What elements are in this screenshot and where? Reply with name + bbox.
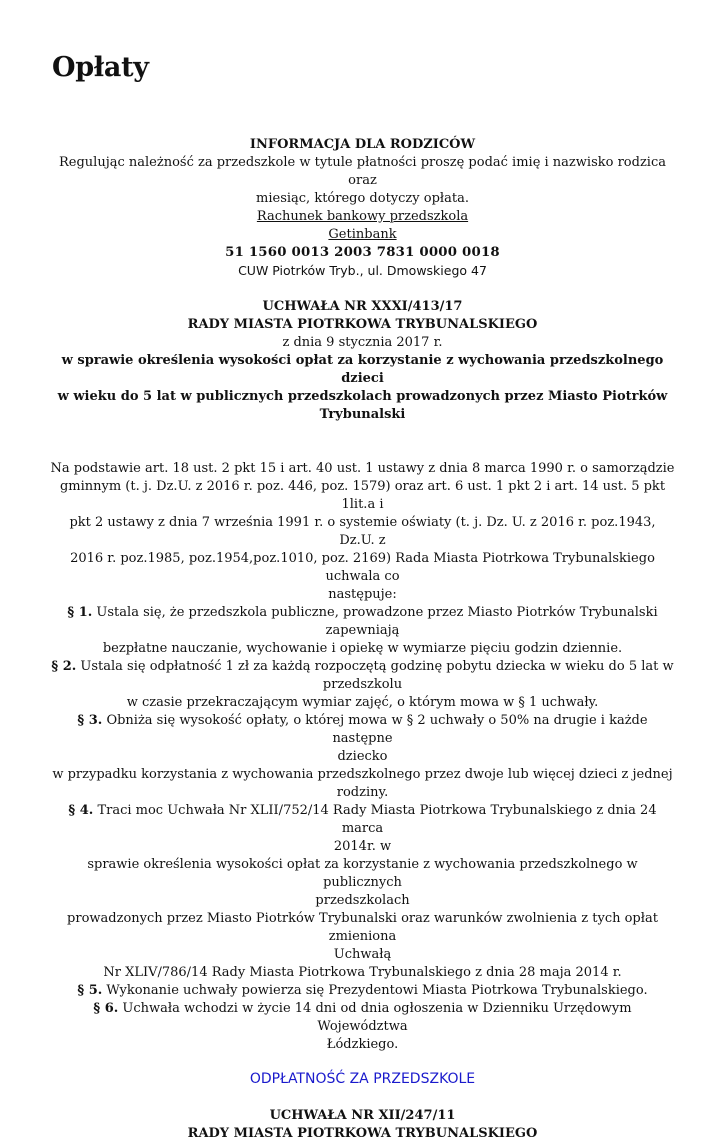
resolution2-number: UCHWAŁA NR XII/247/11 xyxy=(269,1108,456,1123)
section-4-cont: prowadzonych przez Miasto Piotrków Trybunalski oraz warunków zwolnienia z tych opłat zmieniona xyxy=(67,911,658,944)
resolution-date: z dnia 9 stycznia 2017 r. xyxy=(282,335,443,350)
legal-basis: gminnym (t. j. Dz.U. z 2016 r. poz. 446, poz. 1579) oraz art. 6 ust. 1 pkt 2 i art. 14 ust. 5 pkt 1lit.a i xyxy=(59,479,666,512)
section-4-cont: przedszkolach xyxy=(315,893,410,908)
section-4-cont: Nr XLIV/786/14 Rady Miasta Piotrkowa Trybunalskiego z dnia 28 maja 2014 r. xyxy=(103,965,622,980)
legal-basis: 2016 r. poz.1985, poz.1954,poz.1010, poz. 2169) Rada Miasta Piotrkowa Trybunalskiego uchwala co xyxy=(70,551,655,584)
legal-basis: Na podstawie art. 18 ust. 2 pkt 15 i art. 40 ust. 1 ustawy z dnia 8 marca 1990 r. o samorządzie xyxy=(50,461,675,476)
resolution-subject: w wieku do 5 lat w publicznych przedszkolach prowadzonych przez Miasto Piotrków xyxy=(57,389,668,404)
section-label: § 1. xyxy=(67,605,93,620)
section-2-cont: przedszkolu xyxy=(322,677,403,692)
section-label: § 2. xyxy=(51,659,77,674)
section-2: § 2. Ustala się odpłatność 1 zł za każdą rozpoczętą godzinę pobytu dziecka w wieku do 5 lat w xyxy=(51,659,674,674)
section-6: § 6. Uchwała wchodzi w życie 14 dni od dnia ogłoszenia w Dzienniku Urzędowym Województwa xyxy=(93,1001,632,1034)
section-5: § 5. Wykonanie uchwały powierza się Prezydentowi Miasta Piotrkowa Trybunalskiego. xyxy=(77,983,648,998)
info-line: Regulując należność za przedszkole w tytule płatności proszę podać imię i nazwisko rodzica oraz xyxy=(59,155,666,188)
resolution-subject: Trybunalski xyxy=(319,407,406,422)
section-1: § 1. Ustala się, że przedszkola publiczne, prowadzone przez Miasto Piotrków Trybunalski xyxy=(67,605,658,620)
section-1-cont: zapewniają xyxy=(325,623,400,638)
section-3: § 3. Obniża się wysokość opłaty, o której mowa w § 2 uchwały o 50% na drugie i każde następne xyxy=(77,713,648,746)
resolution-subject: w sprawie określenia wysokości opłat za korzystanie z wychowania przedszkolnego dzieci xyxy=(61,353,664,386)
page-title: Opłaty xyxy=(52,52,149,83)
section-2-cont: w czasie przekraczającym wymiar zajęć, o którym mowa w § 1 uchwały. xyxy=(126,695,599,710)
section-4: § 4. Traci moc Uchwała Nr XLII/752/14 Rady Miasta Piotrkowa Trybunalskiego z dnia 24 marca xyxy=(68,803,657,836)
section-label: § 4. xyxy=(68,803,94,818)
bank-name: Getinbank xyxy=(328,227,397,242)
bank-address: CUW Piotrków Tryb., ul. Dmowskiego 47 xyxy=(238,263,487,278)
section-3-cont: dziecko xyxy=(337,749,388,764)
resolution-council: RADY MIASTA PIOTRKOWA TRYBUNALSKIEGO xyxy=(187,317,538,332)
info-line: miesiąc, którego dotyczy opłata. xyxy=(256,191,469,206)
legal-basis: pkt 2 ustawy z dnia 7 września 1991 r. o systemie oświaty (t. j. Dz. U. z 2016 r. poz.1943, Dz.U. z xyxy=(69,515,656,548)
info-heading: INFORMACJA DLA RODZICÓW xyxy=(249,137,476,152)
legal-basis: następuje: xyxy=(328,587,397,602)
section-6-cont: Łódzkiego. xyxy=(326,1037,399,1052)
section-1-cont: bezpłatne nauczanie, wychowanie i opiekę w wymiarze pięciu godzin dziennie. xyxy=(102,641,623,656)
document-content xyxy=(50,136,675,1143)
account-label: Rachunek bankowy przedszkola xyxy=(256,209,469,224)
account-number: 51 1560 0013 2003 7831 0000 0018 xyxy=(225,245,500,260)
section-label: § 5. xyxy=(77,983,103,998)
section-4-cont: 2014r. w xyxy=(333,839,392,854)
section-label: § 6. xyxy=(93,1001,119,1016)
section-4-cont: sprawie określenia wysokości opłat za korzystanie z wychowania przedszkolnego w publicznych xyxy=(87,857,638,890)
section-4-cont: Uchwałą xyxy=(333,947,392,962)
fees-link[interactable]: ODPŁATNOŚĆ ZA PRZEDSZKOLE xyxy=(249,1071,476,1087)
section-label: § 3. xyxy=(77,713,103,728)
section-3-cont: w przypadku korzystania z wychowania przedszkolnego przez dwoje lub więcej dzieci z jednej xyxy=(52,767,673,782)
section-3-cont: rodziny. xyxy=(336,785,389,800)
resolution2-council: RADY MIASTA PIOTRKOWA TRYBUNALSKIEGO xyxy=(187,1126,538,1141)
resolution-number: UCHWAŁA NR XXXI/413/17 xyxy=(262,299,463,314)
